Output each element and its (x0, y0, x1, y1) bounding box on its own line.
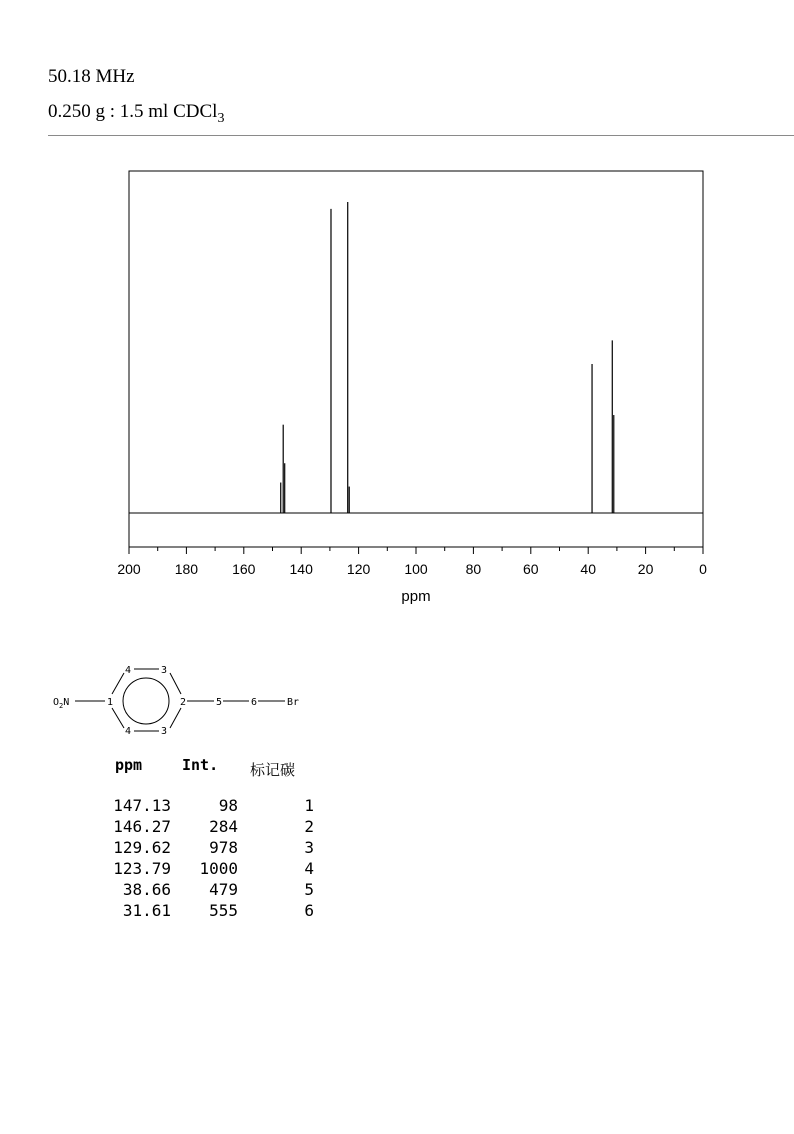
row-carbon-label: 5 (304, 880, 314, 899)
x-tick-label: 20 (637, 561, 654, 577)
spectrometer-frequency: 50.18 MHz (48, 66, 135, 87)
row-carbon-label: 2 (304, 817, 314, 836)
atom-label-5: 5 (216, 697, 223, 708)
row-ppm: 129.62 (113, 838, 171, 857)
sample-subscript: 3 (217, 111, 225, 126)
x-tick-label: 140 (289, 561, 313, 577)
x-tick-label: 120 (346, 561, 371, 577)
bond-c4-c1-bottom (112, 708, 124, 728)
nitro-group-label: $O_2N$ (53, 697, 70, 710)
row-intensity: 1000 (199, 859, 238, 878)
row-ppm: 146.27 (113, 817, 171, 836)
bromine-label: Br (287, 697, 300, 708)
table-row (0, 901, 794, 922)
sample-text: 0.250 g : 1.5 ml CDCl (48, 101, 218, 122)
row-carbon-label: 6 (304, 901, 314, 920)
column-header-intensity: Int. (182, 756, 219, 774)
row-carbon-label: 4 (304, 859, 314, 878)
x-tick-label: 40 (580, 561, 596, 577)
atom-label-4-bottom: 4 (125, 726, 132, 737)
row-carbon-label: 1 (304, 796, 314, 815)
bond-c3-c2-top (170, 673, 181, 694)
column-header-ppm: ppm (115, 756, 143, 774)
x-tick-label: 180 (174, 561, 199, 577)
row-intensity: 284 (209, 817, 238, 836)
atom-label-1: 1 (107, 697, 114, 708)
column-header-carbon-label: 标记碳 (250, 761, 296, 779)
row-intensity: 555 (209, 901, 238, 920)
bond-c1-c4-top (112, 673, 124, 694)
atom-label-3-bottom: 3 (161, 726, 168, 737)
row-intensity: 978 (209, 838, 238, 857)
atom-label-4-top: 4 (125, 665, 132, 676)
atom-label-6: 6 (251, 697, 258, 708)
x-tick-label: 160 (232, 561, 256, 577)
x-tick-label: 100 (404, 561, 428, 577)
x-tick-label: 80 (465, 561, 482, 577)
row-ppm: 38.66 (122, 880, 171, 899)
x-axis-label: ppm (401, 588, 431, 605)
x-tick-label: 60 (523, 561, 539, 577)
row-ppm: 147.13 (113, 796, 171, 815)
table-row (0, 838, 794, 859)
peak-table (0, 796, 794, 922)
x-tick-label: 0 (699, 561, 707, 577)
row-ppm: 123.79 (113, 859, 171, 878)
bond-c2-c3-bottom (170, 708, 181, 728)
row-ppm: 31.61 (122, 901, 171, 920)
row-intensity: 479 (209, 880, 238, 899)
aromatic-ring-circle (123, 678, 169, 724)
table-row (0, 817, 794, 838)
row-intensity: 98 (218, 796, 238, 815)
x-tick-label: 200 (117, 561, 141, 577)
table-row (0, 859, 794, 880)
row-carbon-label: 3 (304, 838, 314, 857)
table-row (0, 796, 794, 817)
atom-label-2: 2 (180, 697, 187, 708)
table-row (0, 880, 794, 901)
atom-label-3-top: 3 (161, 665, 168, 676)
